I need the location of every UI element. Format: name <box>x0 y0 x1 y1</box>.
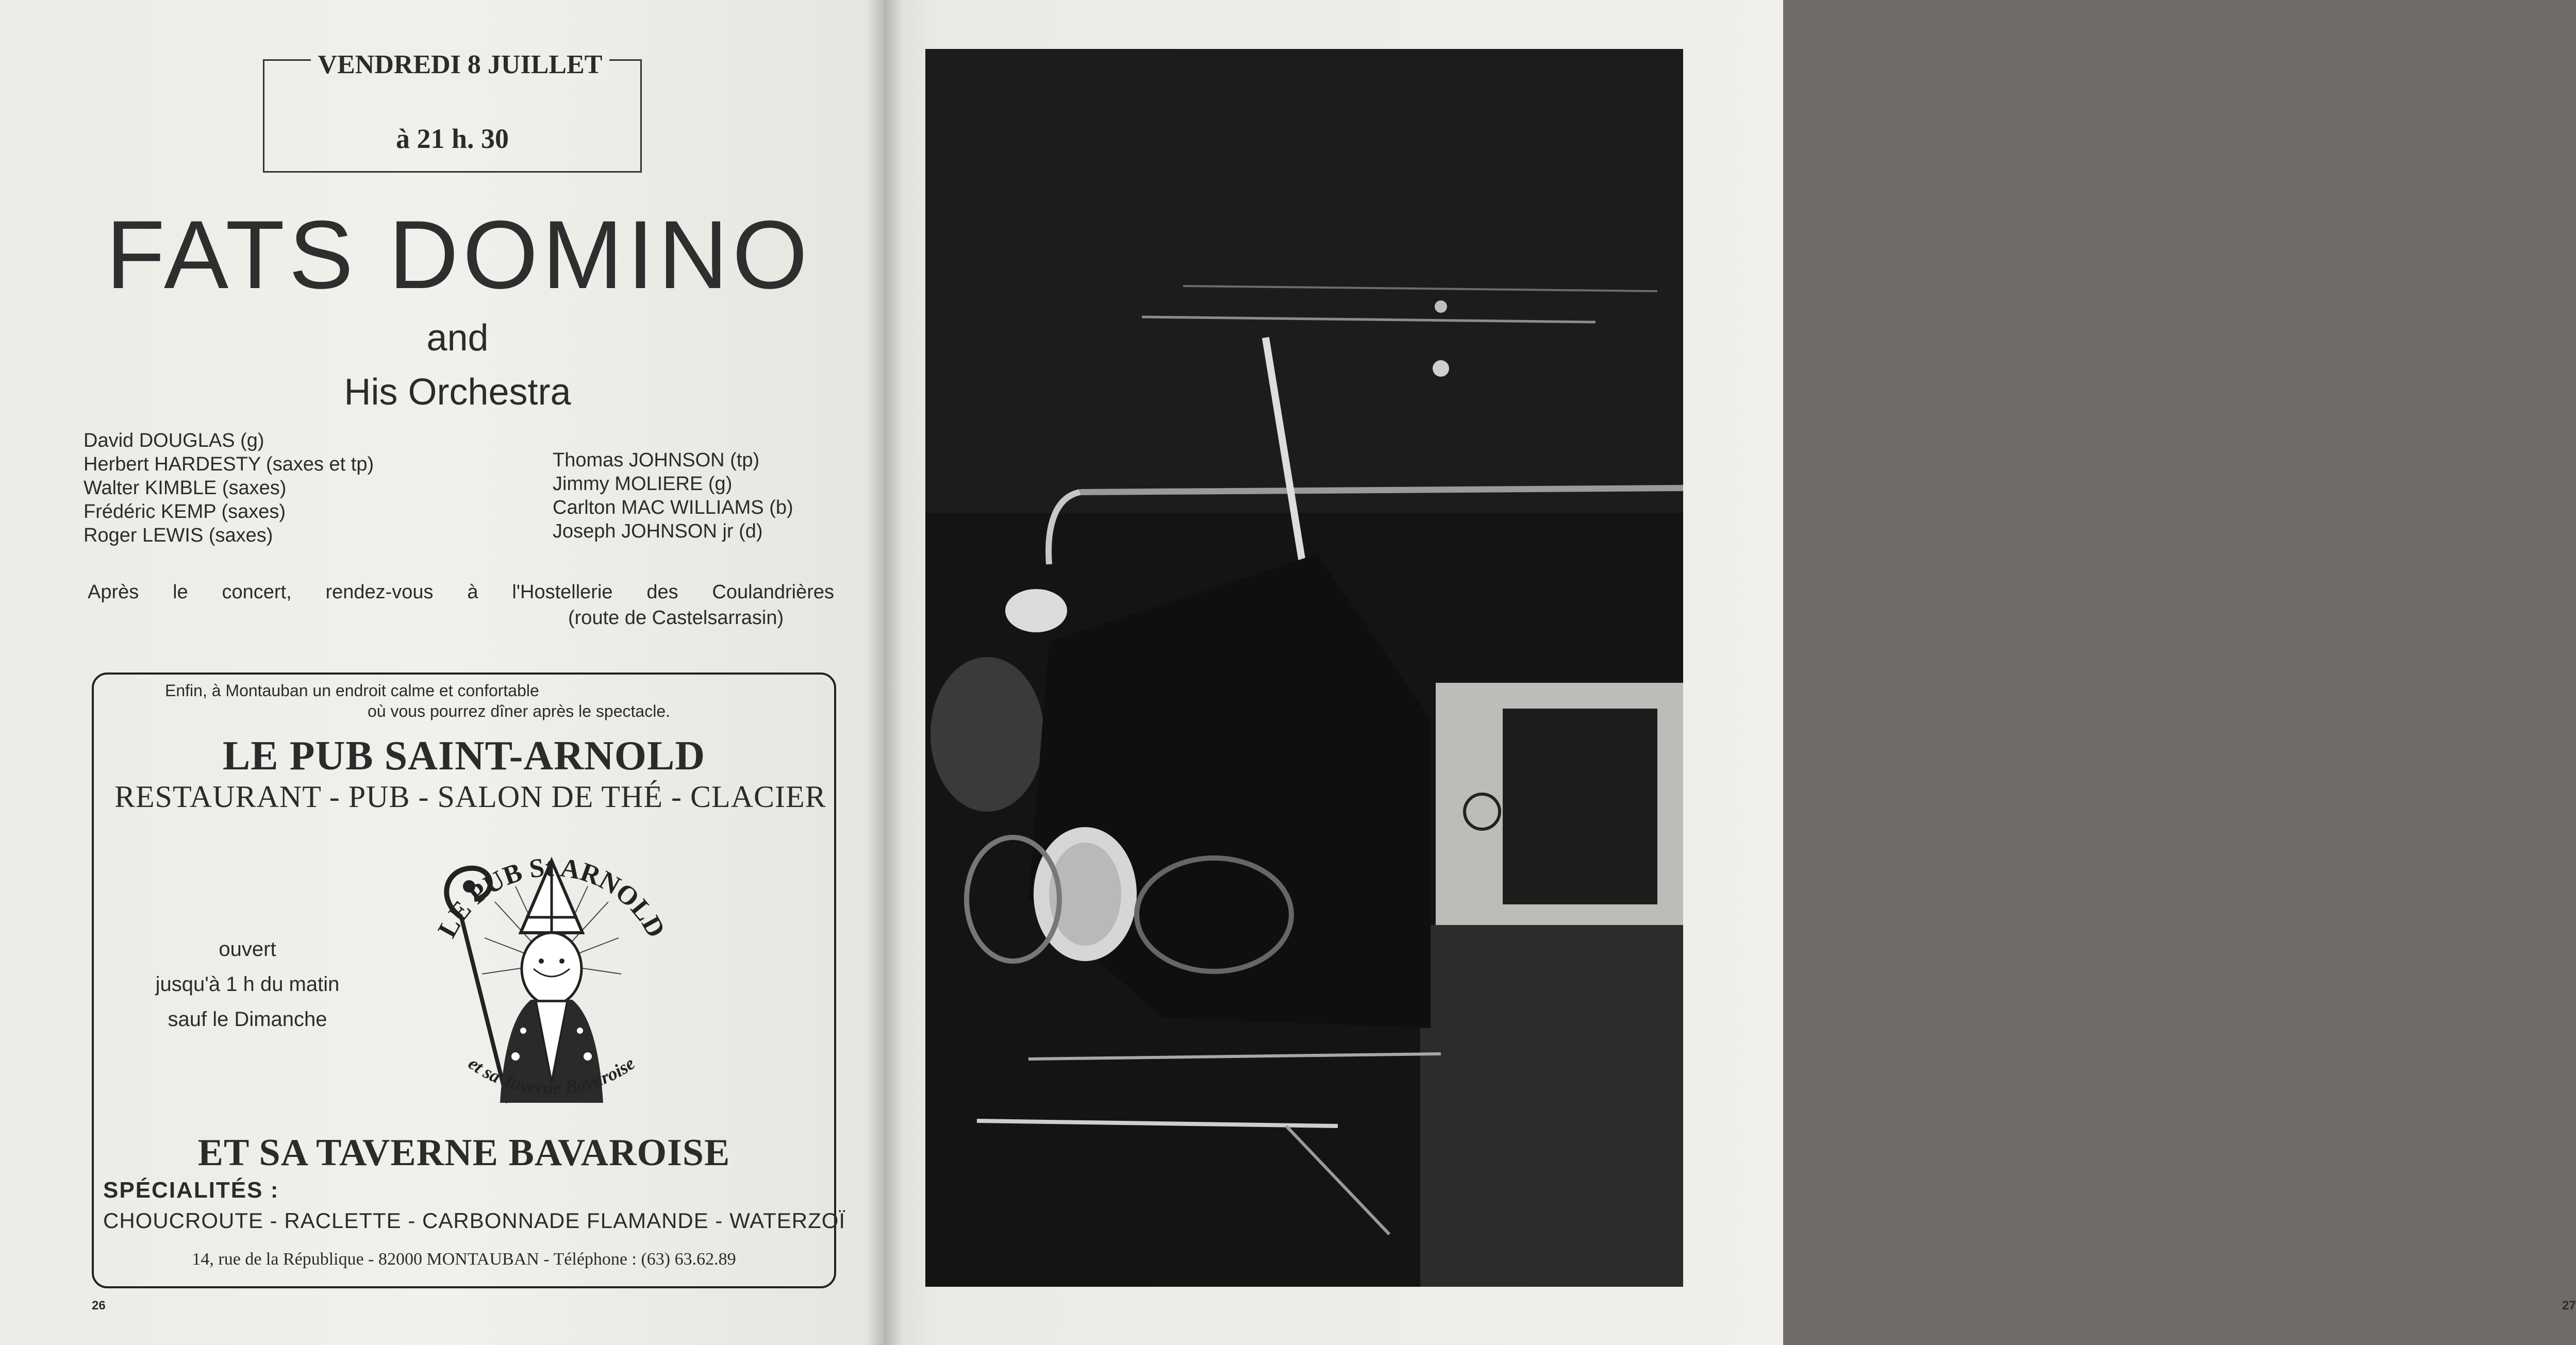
ad-opening-hours <box>139 932 356 1037</box>
ad-taverne-title: ET SA TAVERNE BAVAROISE <box>197 1132 730 1174</box>
musician: Frédéric KEMP (saxes) <box>84 501 286 523</box>
concert-date: VENDREDI 8 JUILLET <box>311 49 610 80</box>
bishop-logo-icon <box>397 814 706 1113</box>
ad-intro-line-2: où vous pourrez dîner après le spectacle. <box>368 702 670 720</box>
pub-logo <box>397 814 706 1113</box>
hours-line: ouvert <box>219 938 276 961</box>
page-number-left: 26 <box>92 1299 106 1313</box>
musicians-list-left <box>84 429 374 547</box>
artist-and: and <box>426 317 489 359</box>
logo-top-text: LE PUB St ARNOLD <box>432 852 671 943</box>
performer-photo-icon <box>925 49 1683 1287</box>
date-box <box>263 50 642 173</box>
musician: David DOUGLAS (g) <box>84 430 264 451</box>
orchestra-name: His Orchestra <box>344 372 571 413</box>
left-page <box>0 0 884 1345</box>
page-number-right: 27 <box>2562 1299 2576 1313</box>
ad-address: 14, rue de la République - 82000 MONTAUBAN - Téléphone : (63) 63.62.89 <box>192 1250 736 1269</box>
musicians-list-right <box>553 448 793 543</box>
hours-line: sauf le Dimanche <box>168 1008 327 1031</box>
musician: Thomas JOHNSON (tp) <box>553 449 760 471</box>
logo-bottom-text: et sa Taverne Bavaroise <box>464 1053 639 1099</box>
ad-specialties-title: SPÉCIALITÉS : <box>103 1178 279 1203</box>
musician: Jimmy MOLIERE (g) <box>553 473 733 495</box>
concert-photo <box>925 49 1683 1287</box>
musician: Carlton MAC WILLIAMS (b) <box>553 497 793 518</box>
artist-name: FATS DOMINO <box>106 200 812 309</box>
musician: Walter KIMBLE (saxes) <box>84 477 287 499</box>
hours-line: jusqu'à 1 h du matin <box>155 973 340 996</box>
ad-specialties-list: CHOUCROUTE - RACLETTE - CARBONNADE FLAMANDE - WATERZOÏ <box>103 1208 846 1233</box>
ad-intro-line-1: Enfin, à Montauban un endroit calme et confortable <box>165 681 539 700</box>
after-concert-note: Après le concert, rendez-vous à l'Hostellerie des Coulandrières <box>88 581 834 603</box>
after-concert-location: (route de Castelsarrasin) <box>568 607 784 629</box>
musician: Roger LEWIS (saxes) <box>84 525 273 546</box>
book-gutter <box>866 0 902 1345</box>
ad-business-name: LE PUB SAINT-ARNOLD <box>222 733 706 779</box>
concert-time: à 21 h. 30 <box>395 123 509 154</box>
ad-services: RESTAURANT - PUB - SALON DE THÉ - CLACIER <box>114 780 826 814</box>
musician: Herbert HARDESTY (saxes et tp) <box>84 453 374 475</box>
musician: Joseph JOHNSON jr (d) <box>553 520 763 542</box>
